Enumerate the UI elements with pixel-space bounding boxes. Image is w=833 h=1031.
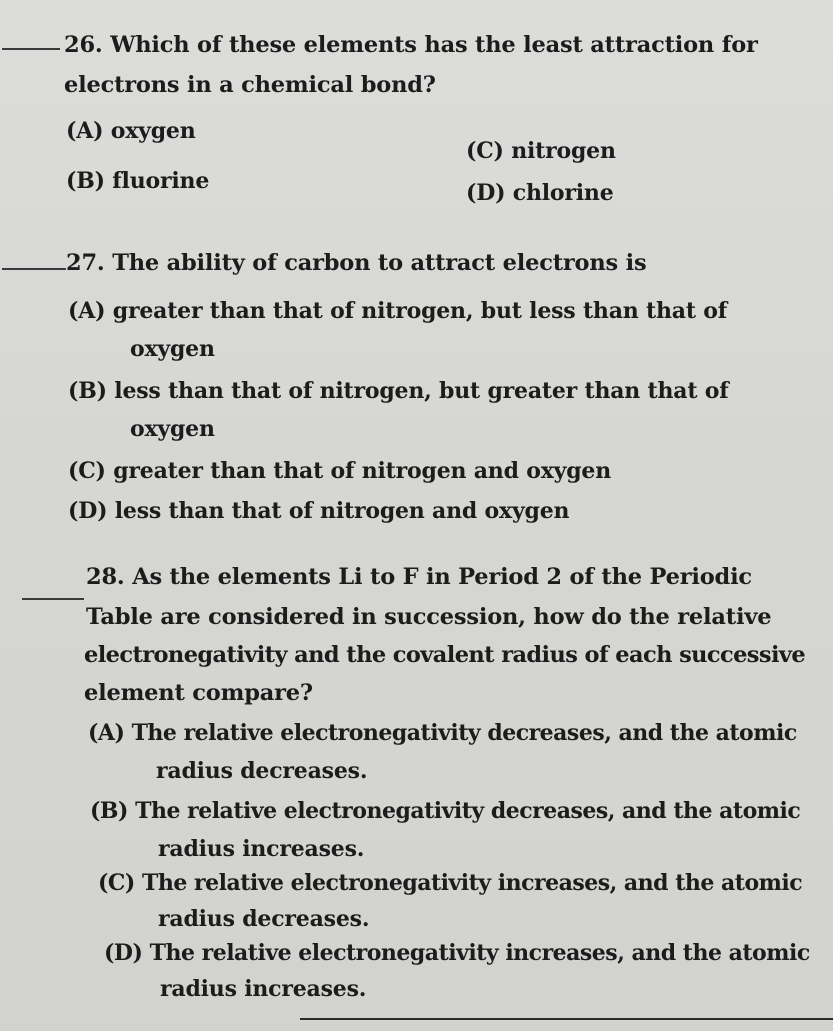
question-28-stem-line-2: Table are considered in succession, how do the relative <box>86 604 772 630</box>
option-text: The relative electronegativity increases, and the atomic <box>149 940 810 966</box>
option-text: greater than that of nitrogen and oxygen <box>113 458 611 484</box>
question-28-stem-line-4: element compare? <box>84 680 313 706</box>
question-26-number: 26. <box>64 32 103 58</box>
option-text: less than that of nitrogen and oxygen <box>114 498 570 524</box>
option-text: nitrogen <box>511 138 616 164</box>
question-27-option-b[interactable] <box>68 378 729 404</box>
question-27-stem-text: The ability of carbon to attract electrons is <box>112 250 647 276</box>
option-text: The relative electronegativity decreases, and the atomic <box>131 720 797 746</box>
question-26-option-c[interactable] <box>466 138 616 164</box>
question-27-number: 27. <box>66 250 105 276</box>
option-letter: (C) <box>68 458 106 484</box>
question-28-option-d[interactable] <box>104 940 810 966</box>
question-28-option-b[interactable] <box>90 798 800 824</box>
option-text: chlorine <box>512 180 614 206</box>
option-text: less than that of nitrogen, but greater than that of <box>114 378 729 404</box>
option-letter: (A) <box>68 298 106 324</box>
option-text: The relative electronegativity decreases, and the atomic <box>135 798 801 824</box>
question-28-option-a[interactable] <box>88 720 797 746</box>
option-letter: (D) <box>466 180 506 206</box>
option-text: oxygen <box>110 118 196 144</box>
answer-blank-27[interactable] <box>2 268 66 270</box>
question-27-option-c[interactable] <box>68 458 611 484</box>
question-28-option-d-continuation: radius increases. <box>160 976 367 1002</box>
option-letter: (B) <box>66 168 105 194</box>
question-28-number: 28. <box>86 564 125 590</box>
option-letter: (C) <box>98 870 135 896</box>
question-28-option-c-continuation: radius decreases. <box>158 906 370 932</box>
question-26-option-d[interactable] <box>466 180 614 206</box>
question-27-option-b-continuation: oxygen <box>130 416 215 442</box>
option-text: fluorine <box>112 168 210 194</box>
question-27-stem-line-1 <box>66 250 646 276</box>
question-28-option-a-continuation: radius decreases. <box>156 758 368 784</box>
option-letter: (B) <box>90 798 128 824</box>
option-letter: (C) <box>466 138 504 164</box>
answer-blank-26[interactable] <box>2 48 60 50</box>
question-28-stem-line-3: electronegativity and the covalent radius of each successive <box>84 642 806 668</box>
question-28-stem-line-1 <box>86 564 752 590</box>
question-27-option-a-continuation: oxygen <box>130 336 215 362</box>
option-letter: (D) <box>104 940 143 966</box>
question-26-option-a[interactable] <box>66 118 196 144</box>
option-letter: (D) <box>68 498 108 524</box>
question-26-stem-line-2: electrons in a chemical bond? <box>64 72 436 98</box>
option-letter: (A) <box>66 118 104 144</box>
question-27-option-d[interactable] <box>68 498 569 524</box>
option-letter: (A) <box>88 720 125 746</box>
question-28-option-c[interactable] <box>98 870 802 896</box>
question-26-stem-text: Which of these elements has the least attraction for <box>110 32 758 58</box>
question-26-option-b[interactable] <box>66 168 209 194</box>
option-text: The relative electronegativity increases, and the atomic <box>142 870 803 896</box>
option-text: greater than that of nitrogen, but less than that of <box>112 298 727 324</box>
answer-blank-28[interactable] <box>22 598 84 600</box>
page-bottom-rule <box>300 1018 833 1020</box>
question-26-stem-line-1 <box>64 32 758 58</box>
question-28-stem-text: As the elements Li to F in Period 2 of the Periodic <box>132 564 752 590</box>
option-letter: (B) <box>68 378 107 404</box>
question-28-option-b-continuation: radius increases. <box>158 836 365 862</box>
question-27-option-a[interactable] <box>68 298 727 324</box>
